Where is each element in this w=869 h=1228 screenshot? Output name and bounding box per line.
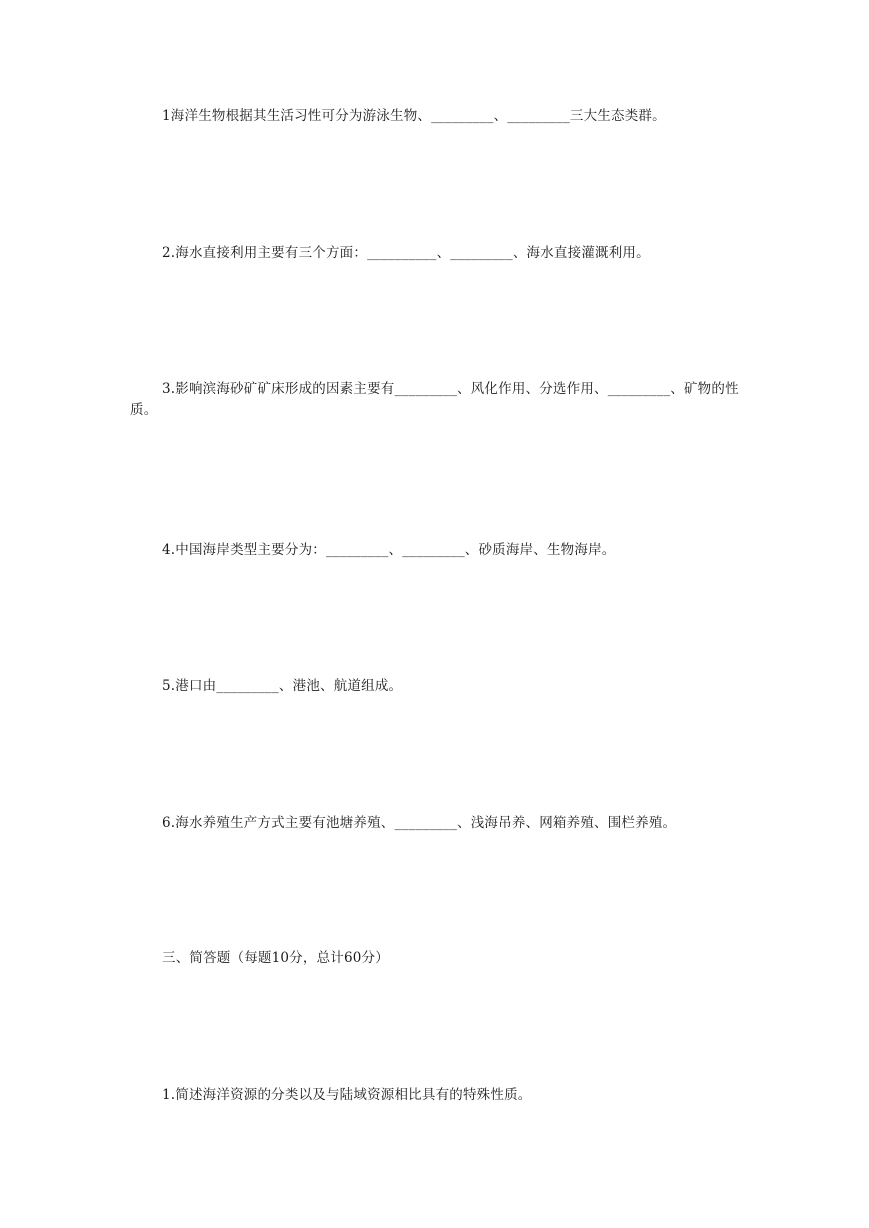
fill-blank-question-2: 2.海水直接利用主要有三个方面：__________、_________、海水直接灌溉利用。 — [162, 245, 650, 261]
short-answer-question-1: 1.简述海洋资源的分类以及与陆域资源相比具有的特殊性质。 — [162, 1087, 532, 1103]
fill-blank-question-5: 5.港口由_________、港池、航道组成。 — [162, 678, 403, 694]
fill-blank-question-4: 4.中国海岸类型主要分为：_________、_________、砂质海岸、生物海岸。 — [162, 542, 616, 558]
fill-blank-question-3: 3.影响滨海砂矿矿床形成的因素主要有_________、风化作用、分选作用、_________、矿物的性质。 — [130, 381, 739, 418]
section-heading: 三、简答题（每题10分，总计60分） — [162, 950, 389, 966]
fill-blank-question-6: 6.海水养殖生产方式主要有池塘养殖、_________、浅海吊养、网箱养殖、围栏养殖。 — [162, 815, 677, 831]
fill-blank-question-1: 1海洋生物根据其生活习性可分为游泳生物、_________、_________三大生态类群。 — [162, 108, 666, 124]
